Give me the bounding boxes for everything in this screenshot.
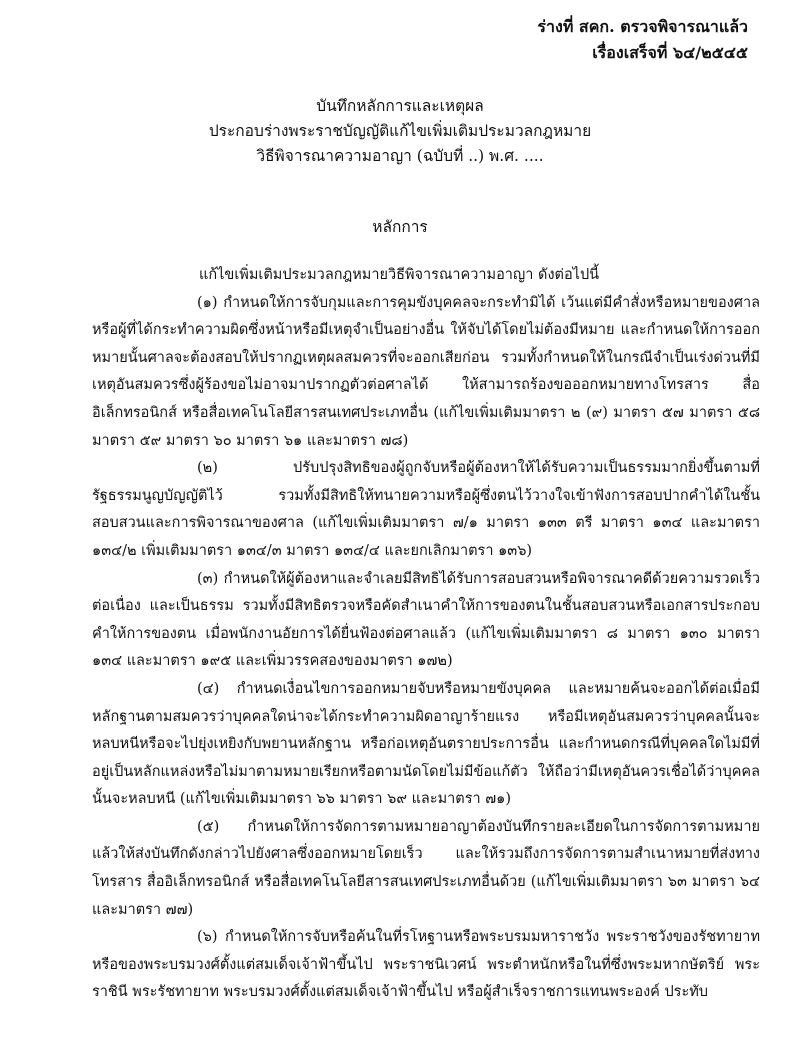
matter-number: เรื่องเสร็จที่ ๖๔/๒๕๔๕ — [592, 43, 748, 62]
title-line-2: ประกอบร่างพระราชบัญญัติแก้ไขเพิ่มเติมประมวลกฎหมาย — [208, 122, 592, 140]
principle-item-4: (๔) กำหนดเงื่อนไขการออกหมายจับหรือหมายขังบุคคล และหมายค้นจะออกได้ต่อเมื่อมีหลักฐานตามสมควรว่าบุคคลใดน่าจะได้กระทำความผิดอาญาร้ายแรง หรือมีเหตุอันสมควรว่าบุคคลนั้นจะหลบหนีหรือจะไปยุ่งเหยิงกับพยานหลักฐาน หรือก่อเหตุอันตรายประการอื่น และกำหนดกรณีที่บุคคลใดไม่มีที่อยู่เป็นหลักแหล่งหรือไม่มาตามหมายเรียกหรือตามนัดโดยไม่มีข้อแก้ตัว ให้ถือว่ามีเหตุอันควรเชื่อได้ว่าบุคคลนั้นจะหลบหนี (แก้ไขเพิ่มเติมมาตรา ๖๖ มาตรา ๖๙ และมาตรา ๗๑) — [92, 680, 760, 808]
title-line-1: บันทึกหลักการและเหตุผล — [316, 97, 484, 115]
principle-item-2: (๒) ปรับปรุงสิทธิของผู้ถูกจับหรือผู้ต้องหาให้ได้รับความเป็นธรรมมากยิ่งขึ้นตามที่รัฐธรรมนูญบัญญัติไว้ รวมทั้งมีสิทธิให้ทนายความหรือผู้ซึ่งตนไว้วางใจเข้าฟังการสอบปากคำได้ในชั้นสอบสวนและการพิจารณาของศาล (แก้ไขเพิ่มเติมมาตรา ๗/๑ มาตรา ๑๓๓ ตรี มาตรา ๑๓๔ และมาตรา ๑๓๔/๒ เพิ่มเติมมาตรา ๑๓๔/๓ มาตรา ๑๓๔/๔ และยกเลิกมาตรา ๑๓๖) — [92, 460, 760, 559]
principle-item-6: (๖) กำหนดให้การจับหรือค้นในที่รโหฐานหรือพระบรมมหาราชวัง พระราชวังของรัชทายาทหรือของพระบรมวงศ์ตั้งแต่สมเด็จเจ้าฟ้าขึ้นไป พระราชนิเวศน์ พระตำหนักหรือในที่ซึ่งพระมหากษัตริย์ พระราชินี พระรัชทายาท พระบรมวงศ์ตั้งแต่สมเด็จเจ้าฟ้าขึ้นไป หรือผู้สำเร็จราชการแทนพระองค์ ประทับ — [92, 929, 760, 1001]
draft-header-note — [537, 14, 748, 66]
body-text — [92, 262, 760, 1007]
intro-line: แก้ไขเพิ่มเติมประมวลกฎหมายวิธีพิจารณาความอาญา ดังต่อไปนี้ — [199, 267, 600, 283]
document-title — [0, 94, 800, 169]
draft-status: ร่างที่ สคก. ตรวจพิจารณาแล้ว — [537, 17, 748, 36]
principle-item-1: (๑) กำหนดให้การจับกุมและการคุมขังบุคคลจะกระทำมิได้ เว้นแต่มีคำสั่งหรือหมายของศาล หรือผู้ที่ได้กระทำความผิดซึ่งหน้าหรือมีเหตุจำเป็นอย่างอื่น ให้จับได้โดยไม่ต้องมีหมาย และกำหนดให้การออกหมายนั้นศาลจะต้องสอบให้ปรากฏเหตุผลสมควรที่จะออกเสียก่อน รวมทั้งกำหนดให้ในกรณีจำเป็นเร่งด่วนที่มีเหตุอันสมควรซึ่งผู้ร้องขอไม่อาจมาปรากฏตัวต่อศาลได้ ให้สามารถร้องขอออกหมายทางโทรสาร สื่ออิเล็กทรอนิกส์ หรือสื่อเทคโนโลยีสารสนเทศประเภทอื่น (แก้ไขเพิ่มเติมมาตรา ๒ (๙) มาตรา ๕๗ มาตรา ๕๘ มาตรา ๕๙ มาตรา ๖๐ มาตรา ๖๑ และมาตรา ๗๘) — [92, 294, 760, 449]
principle-item-3: (๓) กำหนดให้ผู้ต้องหาและจำเลยมีสิทธิได้รับการสอบสวนหรือพิจารณาคดีด้วยความรวดเร็ว ต่อเนื่อง และเป็นธรรม รวมทั้งมีสิทธิตรวจหรือคัดสำเนาคำให้การของตนในชั้นสอบสวนหรือเอกสารประกอบคำให้การของตน เมื่อพนักงานอัยการได้ยื่นฟ้องต่อศาลแล้ว (แก้ไขเพิ่มเติมมาตรา ๘ มาตรา ๑๓๐ มาตรา ๑๓๔ และมาตรา ๑๙๕ และเพิ่มวรรคสองของมาตรา ๑๗๒) — [92, 570, 760, 670]
title-line-3: วิธีพิจารณาความอาญา (ฉบับที่ ..) พ.ศ. .... — [256, 147, 544, 165]
principle-item-5: (๕) กำหนดให้การจัดการตามหมายอาญาต้องบันทึกรายละเอียดในการจัดการตามหมายแล้วให้ส่งบันทึกดังกล่าวไปยังศาลซึ่งออกหมายโดยเร็ว และให้รวมถึงการจัดการตามสำเนาหมายที่ส่งทางโทรสาร สื่ออิเล็กทรอนิกส์ หรือสื่อเทคโนโลยีสารสนเทศประเภทอื่นด้วย (แก้ไขเพิ่มเติมมาตรา ๖๓ มาตรา ๖๔ และมาตรา ๗๗) — [92, 818, 760, 918]
section-heading: หลักการ — [372, 218, 428, 236]
